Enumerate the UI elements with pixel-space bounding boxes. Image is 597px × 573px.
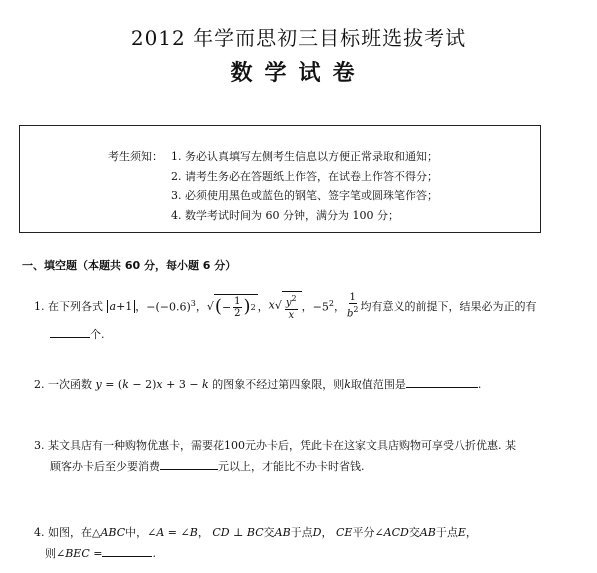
question-text: 中， <box>125 526 148 539</box>
answer-blank <box>406 376 478 388</box>
question-4-line-2: 则∠BEC = . <box>45 547 156 560</box>
question-text: ， <box>321 526 333 539</box>
question-3-line-2 <box>50 458 365 474</box>
formula-linear-function: y = (k − 2)x + 3 − k <box>95 378 209 391</box>
question-text: 交 <box>408 526 420 539</box>
question-text: 2. 一次函数 <box>34 378 92 391</box>
question-text: 顾客办卡后至少要消费 <box>50 460 160 473</box>
question-4: 4. 如图，在△ABC中，∠A = ∠B， CD ⊥ BC交AB于点D， CE平分∠ACD交AB于点E， <box>34 526 477 539</box>
notice-item: 3. 必须使用黑色或蓝色的钢笔、签字笔或圆珠笔作答； <box>171 189 438 202</box>
formula-x-sqrt: x√ $\frac{y^2}{x}$ <box>269 291 302 320</box>
answer-blank <box>160 458 218 470</box>
exam-title: 2012 年学而思初三目标班选拔考试 <box>130 26 467 50</box>
question-text: ， <box>465 526 477 539</box>
formula-fraction: $\frac{1}{b^2}$ <box>346 292 359 320</box>
notice-item: 2. 请考生务必在答题纸上作答，在试卷上作答不得分； <box>171 170 438 183</box>
question-text: 在下列各式 <box>48 300 103 313</box>
question-3: 3. 某文具店有一种购物优惠卡，需要花100元办卡后，凭此卡在这家文具店购物可享受八折优惠. 某 <box>34 439 516 452</box>
section-heading: 一、填空题（本题共 60 分，每小题 6 分） <box>22 259 237 272</box>
question-1-line-2 <box>50 326 105 342</box>
question-2: 2. 一次函数 y = (k − 2)x + 3 − k 的图象不经过第四象限，则k取值范围是 . <box>34 378 482 391</box>
question-text: . <box>152 547 156 560</box>
question-text: 交 <box>263 526 275 539</box>
question-text: 平分 <box>352 526 375 539</box>
answer-blank <box>102 545 152 557</box>
formula-abs: a+1 <box>107 300 136 313</box>
question-1: 1. 在下列各式 a+1 ， $-(-0.6)^3$ ， √ ( − $\frac{1}{2}$ ) 2 ， x√ $\frac{y^2}{x}$ ， $-5^2$ ， $\frac{1}{b^2}$ 均有意义的前提下，结果必为正的有 <box>34 292 537 321</box>
question-text: 4. 如图，在 <box>34 526 92 539</box>
formula-neg-square: $-5^2$ <box>312 298 334 314</box>
notice-item: 4. 数学考试时间为 60 分钟，满分为 100 分； <box>171 209 399 222</box>
question-text: 于点 <box>435 526 458 539</box>
question-text: 个. <box>90 328 105 341</box>
answer-blank <box>50 326 90 338</box>
question-text: 元以上，才能比不办卡时省钱. <box>218 460 365 473</box>
question-text: 于点 <box>290 526 313 539</box>
exam-subtitle: 数学试卷 <box>230 61 367 86</box>
notice-box <box>19 125 541 233</box>
question-text: 均有意义的前提下，结果必为正的有 <box>360 300 537 313</box>
question-text: ， <box>197 526 209 539</box>
notice-item: 1. 务必认真填写左侧考生信息以方便正常录取和通知； <box>171 150 438 163</box>
question-number: 1. <box>34 299 45 313</box>
formula-sqrt: √ ( − $\frac{1}{2}$ ) 2 <box>206 295 256 319</box>
question-text: 取值范围是 <box>350 378 406 391</box>
notice-label: 考生须知： <box>108 150 163 163</box>
formula-cube: $-(-0.6)^3$ <box>146 298 196 314</box>
question-text: 的图象不经过第四象限，则 <box>212 378 345 391</box>
question-text: 则 <box>45 547 56 560</box>
question-text: . <box>477 378 482 391</box>
